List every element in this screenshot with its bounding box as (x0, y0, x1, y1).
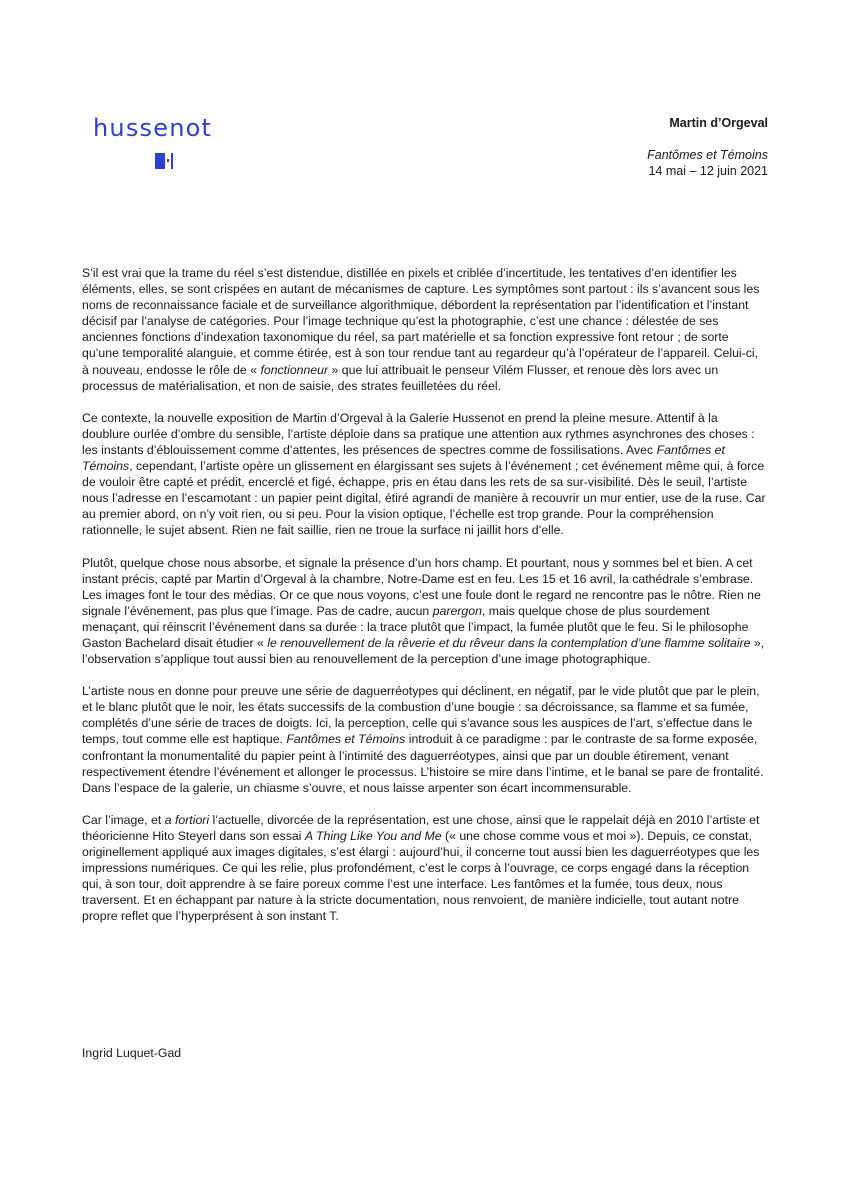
author-signature: Ingrid Luquet-Gad (82, 1046, 182, 1060)
exhibition-dates: 14 mai – 12 juin 2021 (648, 164, 768, 178)
paragraph-3: Plutôt, quelque chose nous absorbe, et signale la présence d’un hors champ. Et pourtant, nous y sommes bel et bien. A cet instant précis, capté par Martin d’Orgeval à la chambre, Notre-Dame est en feu. Les 15 et 16 avril, la cathédrale s’embrase. Les images font le tour des médias. Or ce que nous voyons, c’est une foule dont le regard ne rencontre pas le nôtre. Rien ne signale l’événement, pas plus que l’image. Pas de cadre, aucun parergon, mais quelque chose de plus sourdement menaçant, qui réinscrit l’événement dans sa durée : la trace plutôt que l’impact, la fumée plutôt que le feu. Si le philosophe Gaston Bachelard disait étudier « le renouvellement de la rêverie et du rêveur dans la contemplation d’une flamme solitaire », l’observation s’applique tout aussi bien au renouvellement de la perception d’une image photographique. (82, 555, 765, 667)
paragraph-5: Car l’image, et a fortiori l’actuelle, divorcée de la représentation, est une chose, ainsi que le rappelait déjà en 2010 l’artiste et théoricienne Hito Steyerl dans son essai A Thing Like You and Me (« une chose comme vous et moi »). Depuis, ce constat, originellement appliqué aux images digitales, s’est élargi : aujourd’hui, il concerne tout aussi bien les daguerréotypes que les impressions numériques. Ce qui les relie, plus profondément, c’est le corps à l’ouvrage, ce corps engagé dans la réception qui, à son tour, doit apprendre à se faire poreux comme l’est une interface. Les fantômes et la fumée, tous deux, nous traversent. Et en échappant par nature à la stricte documentation, nous renvoient, de manière indicielle, tout autant notre propre reflet que l’hyperprésent à son instant T. (82, 812, 760, 924)
gallery-logo-mark-icon (155, 153, 175, 169)
paragraph-4: L’artiste nous en donne pour preuve une série de daguerréotypes qui déclinent, en négatif, par le vide plutôt que par le plein, et le blanc plutôt que le noir, les états successifs de la combustion d’une bougie : sa décroissance, sa flamme et sa fumée, complétés d’une série de traces de doigts. Ici, la perception, celle qui s’avance sous les auspices de l’art, s’effectue dans le temps, tout comme elle est haptique. Fantômes et Témoins introduit à ce paradigme : par le contraste de sa forme exposée, confrontant la monumentalité du papier peint à l’intimité des daguerréotypes, ainsi que par un double étirement, venant respectivement étendre l’événement et allonger le processus. L’histoire se mire dans l’intime, et le banal se pare de frontalité. Dans l’espace de la galerie, un chiasme s’ouvre, et nous laisse arpenter son écart incommensurable. (82, 684, 764, 795)
artist-name: Martin d’Orgeval (669, 116, 768, 130)
press-text (82, 265, 766, 940)
paragraph-2: Ce contexte, la nouvelle exposition de Martin d’Orgeval à la Galerie Hussenot en prend la pleine mesure. Attentif à la doublure ourlée d’ombre du sensible, l’artiste déploie dans sa pratique une attention aux rythmes asynchrones des choses : les instants d’éblouissement comme d’attentes, les présences de spectres comme de fossilisations. Avec Fantômes et Témoins, cependant, l’artiste opère un glissement en élargissant ses sujets à l’événement ; cet événement même qui, à force de vouloir être capté et prédit, encerclé et figé, échappe, pris en étau dans les rets de sa sur-visibilité. Dès le seuil, l’artiste nous l’adresse en l’escamotant : un papier peint digital, étiré agrandi de manière à recouvrir un mur entier, use de la ruse. Car au premier abord, on n’y voit rien, ou si peu. Pour la vision optique, l’échelle est trop grande. Pour la compréhension rationnelle, le sujet absent. Rien ne fait saillie, rien ne troue la surface ni jaillit hors d’elle. (82, 410, 766, 538)
paragraph-1: S’il est vrai que la trame du réel s’est distendue, distillée en pixels et criblée d’incertitude, les tentatives d’en identifier les éléments, elles, se sont crispées en autant de mécanismes de capture. Les symptômes sont partout : ils s’avancent sous les noms de reconnaissance faciale et de surveillance algorithmique, débordent la représentation par l’identification et l’instant décisif par l’analyse de catégories. Pour l’image technique qu’est la photographie, c’est une chance : délestée de ses anciennes fonctions d’indexation taxonomique du réel, sa part matérielle et sa fonction expressive font retour ; de sorte qu’une temporalité alanguie, et comme étirée, est à son tour rendue tant au regardeur qu’à l’opérateur de l’appareil. Celui-ci, à nouveau, endosse le rôle de « fonctionneur » que lui attribuait le penseur Vilém Flusser, et renoue dès lors avec un processus de matérialisation, et non de saisie, des strates feuilletées du réel. (82, 266, 760, 393)
exhibition-title: Fantômes et Témoins (647, 148, 768, 162)
exhibition-header (647, 115, 768, 179)
gallery-logo: hussenot (93, 114, 213, 142)
